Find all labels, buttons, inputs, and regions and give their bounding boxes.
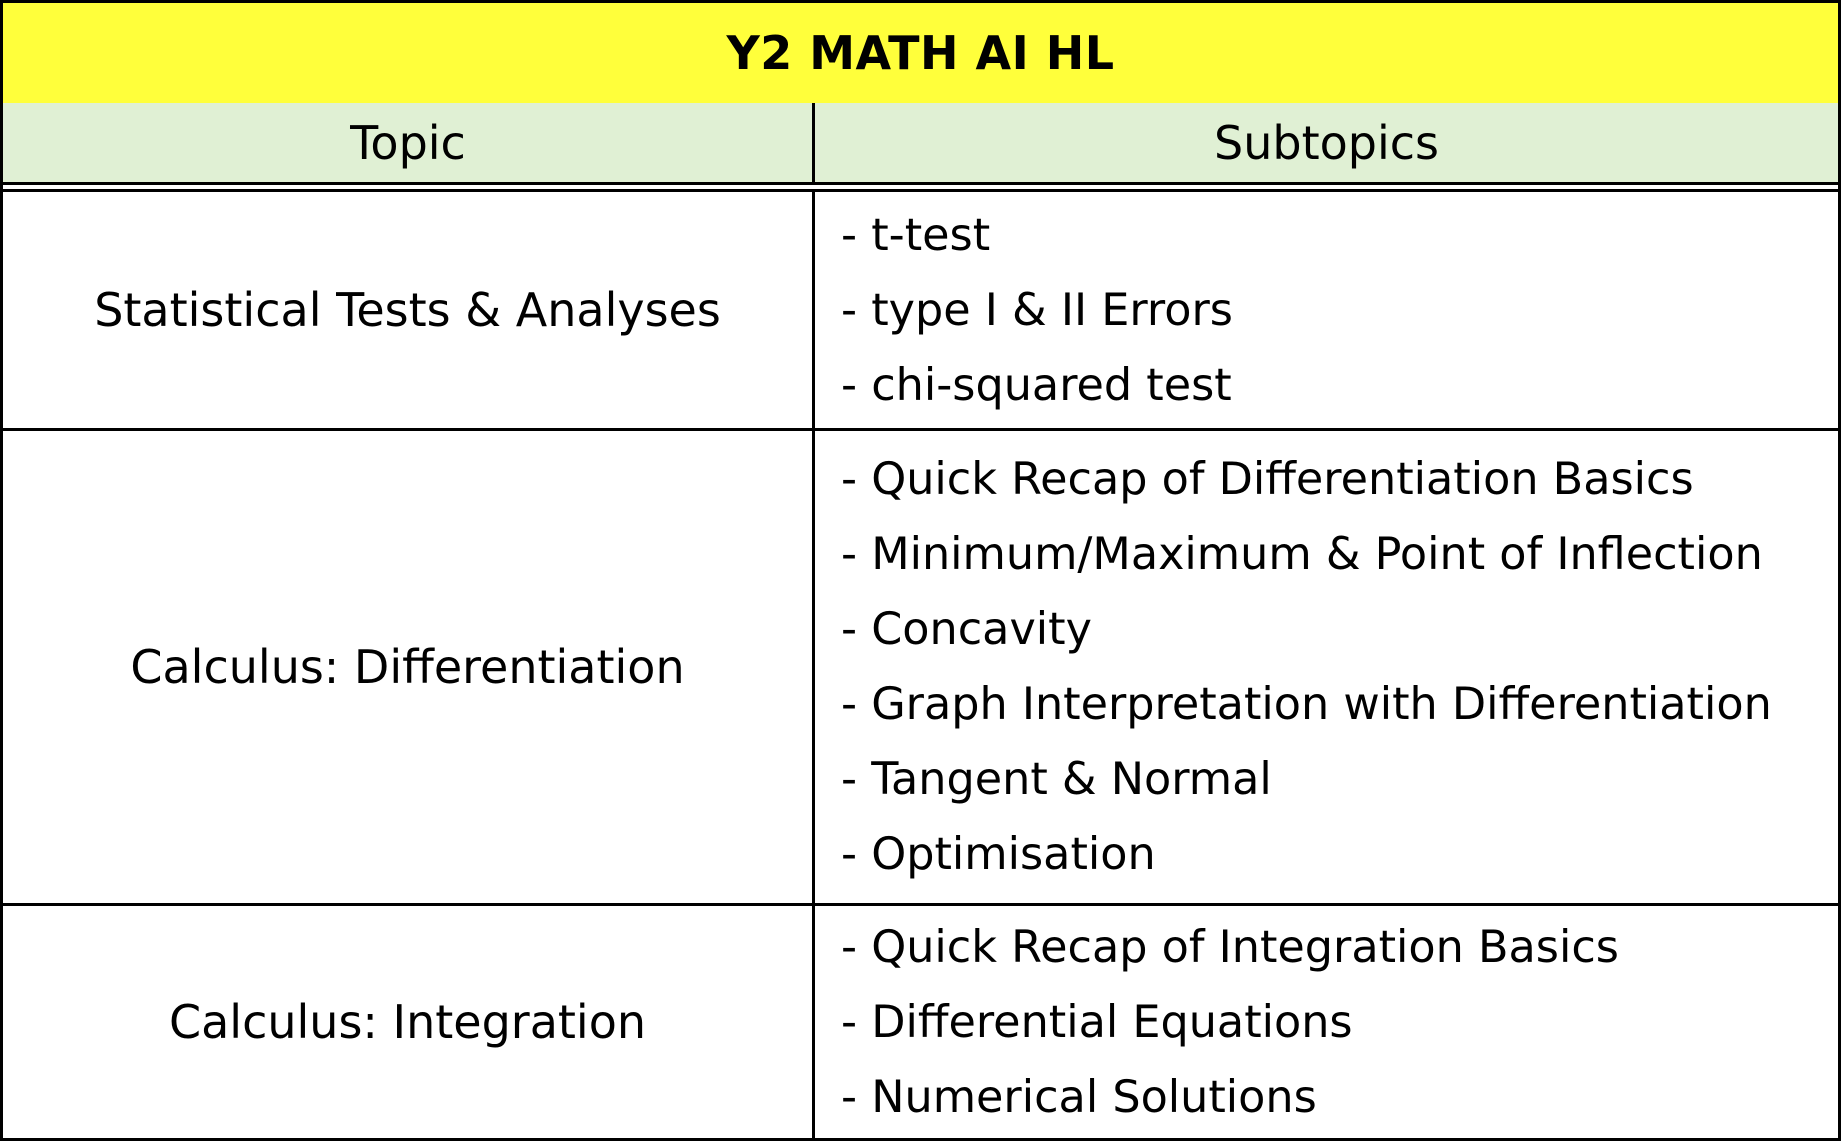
subtopic-item: - Minimum/Maximum & Point of Inflection xyxy=(841,529,1763,580)
topic-cell: Calculus: Integration xyxy=(168,995,647,1049)
table-row xyxy=(3,906,1838,1138)
row-column-divider xyxy=(812,192,815,428)
subtopic-item: - chi-squared test xyxy=(841,359,1232,411)
header-row xyxy=(3,103,1838,182)
table-title: Y2 MATH AI HL xyxy=(3,3,1838,103)
subtopic-item: - Quick Recap of Integration Basics xyxy=(841,921,1619,973)
subtopic-item: - Concavity xyxy=(841,604,1092,655)
header-column-divider xyxy=(812,103,815,182)
subtopic-item: - Tangent & Normal xyxy=(841,754,1272,805)
topic-cell: Statistical Tests & Analyses xyxy=(94,283,721,337)
row-column-divider xyxy=(812,906,815,1138)
subtopic-item: - t-test xyxy=(841,209,991,261)
table-row xyxy=(3,431,1838,903)
row-column-divider xyxy=(812,431,815,903)
topic-cell: Calculus: Differentiation xyxy=(130,640,685,694)
subtopics-cell xyxy=(815,192,1838,428)
header-double-rule-top xyxy=(3,182,1838,185)
subtopics-cell xyxy=(815,906,1838,1138)
subtopic-item: - Numerical Solutions xyxy=(841,1071,1317,1123)
subtopic-item: - Differential Equations xyxy=(841,996,1353,1048)
subtopics-cell xyxy=(815,431,1838,903)
subtopics-column-header: Subtopics xyxy=(1214,115,1439,170)
subtopic-item: - Quick Recap of Differentiation Basics xyxy=(841,454,1694,505)
topic-column-header: Topic xyxy=(350,115,466,170)
subtopic-item: - type I & II Errors xyxy=(841,284,1233,336)
table-row xyxy=(3,192,1838,428)
subtopic-item: - Optimisation xyxy=(841,829,1156,880)
subtopic-item: - Graph Interpretation with Differentiation xyxy=(841,679,1772,730)
